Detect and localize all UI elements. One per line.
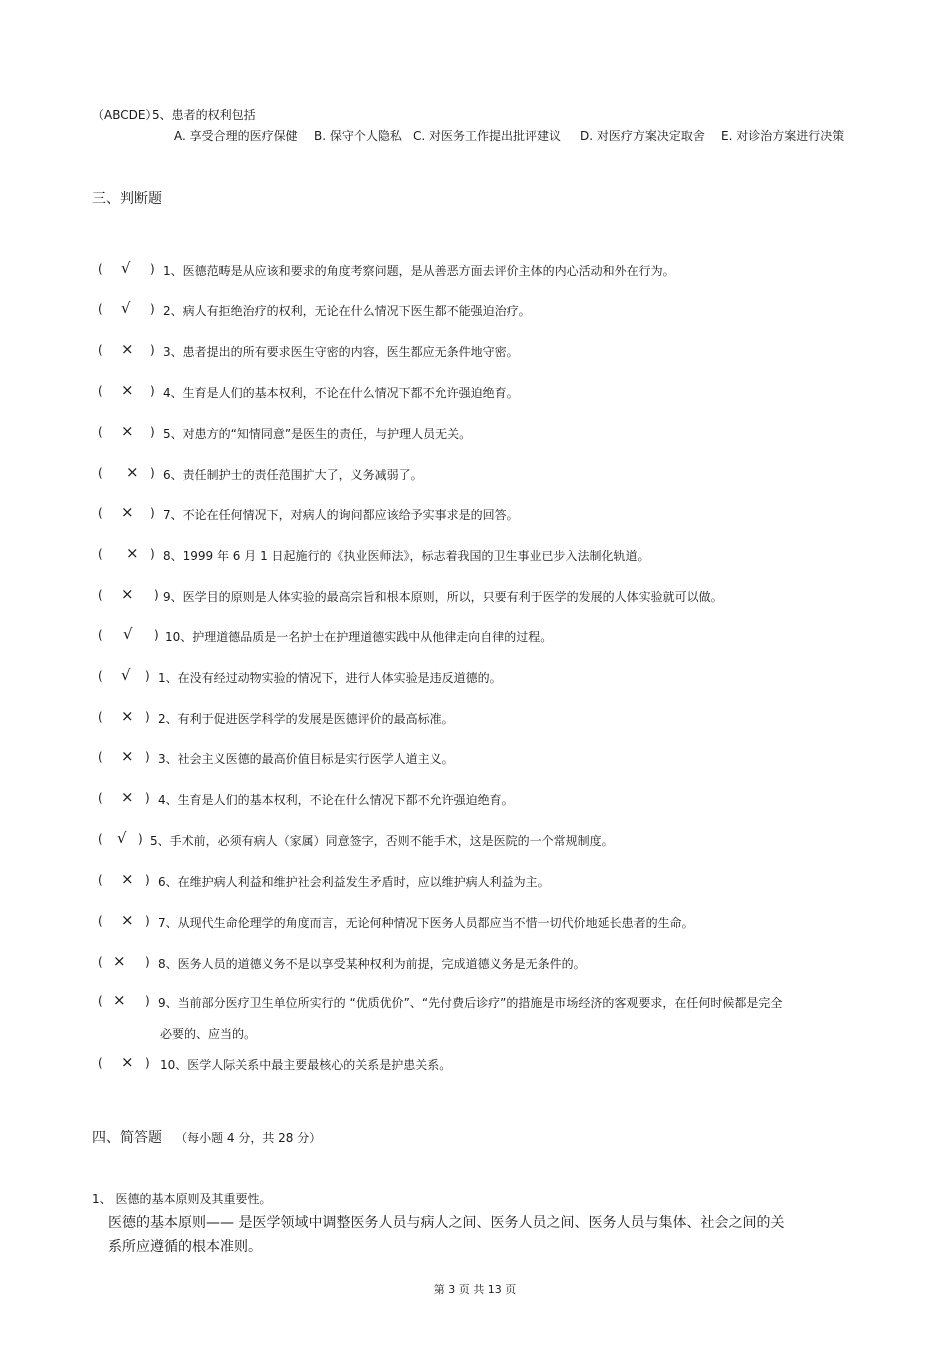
paren-open: ( (98, 669, 103, 683)
paren-close: ) (154, 628, 159, 642)
paren-close: ) (145, 873, 150, 887)
judgment-text: 10、护理道德品质是一名护士在护理道德实践中从他律走向自律的过程。 (165, 630, 553, 644)
mc5-question: 5、患者的权利包括 (152, 108, 256, 122)
cross-mark: × (113, 952, 126, 970)
judgment-text: 7、不论在任何情况下，对病人的询问都应该给予实事求是的回答。 (163, 508, 519, 522)
mc5-option-d: D. 对医疗方案决定取舍 (580, 129, 705, 143)
judgment-text: 8、医务人员的道德义务不是以享受某种权利为前提，完成道德义务是无条件的。 (158, 957, 586, 971)
paren-close: ) (145, 994, 150, 1008)
judgment-text: 7、从现代生命伦理学的角度而言，无论何种情况下医务人员都应当不惜一切代价地延长患者的生命。 (158, 916, 694, 930)
judgment-text: 3、患者提出的所有要求医生守密的内容，医生都应无条件地守密。 (163, 345, 519, 359)
judgment-text: 4、生育是人们的基本权利，不论在什么情况下都不允许强迫绝育。 (163, 386, 519, 400)
section3-title: 三、判断题 (92, 191, 162, 207)
paren-open: ( (98, 832, 103, 846)
judgment-text: 6、在维护病人利益和维护社会利益发生矛盾时，应以维护病人利益为主。 (158, 875, 550, 889)
judgment-text-continued: 必要的、应当的。 (160, 1027, 257, 1041)
paren-open: ( (98, 994, 103, 1008)
paren-close: ) (145, 710, 150, 724)
cross-mark: × (121, 747, 134, 765)
section4-heading (92, 1127, 321, 1147)
judgment-text: 2、有利于促进医学科学的发展是医德评价的最高标准。 (158, 712, 454, 726)
mc5-answer: （ABCDE） (92, 108, 158, 122)
judgment-text: 10、医学人际关系中最主要最核心的关系是护患关系。 (160, 1058, 452, 1072)
cross-mark: × (121, 585, 134, 603)
paren-close: ) (150, 506, 155, 520)
paren-close: ) (145, 955, 150, 969)
paren-open: ( (98, 955, 103, 969)
paren-close: ) (150, 547, 155, 561)
paren-open: ( (98, 873, 103, 887)
paren-close: ) (145, 750, 150, 764)
judgment-text: 6、责任制护士的责任范围扩大了，义务减弱了。 (163, 468, 423, 482)
paren-open: ( (98, 302, 103, 316)
paren-close: ) (145, 669, 150, 683)
cross-mark: × (126, 544, 139, 562)
check-mark: √ (121, 299, 131, 317)
paren-open: ( (98, 262, 103, 276)
cross-mark: × (121, 381, 134, 399)
check-mark: √ (117, 829, 127, 847)
cross-mark: × (121, 707, 134, 725)
paren-close: ) (150, 262, 155, 276)
paren-close: ) (150, 466, 155, 480)
paren-close: ) (150, 384, 155, 398)
paren-open: ( (98, 914, 103, 928)
paren-close: ) (145, 791, 150, 805)
mc5-option-c: C. 对医务工作提出批评建议 (413, 129, 562, 143)
cross-mark: × (121, 788, 134, 806)
paren-close: ) (138, 832, 143, 846)
mc5-option-a: A. 享受合理的医疗保健 (174, 129, 298, 143)
section4-title: 四、简答题 (92, 1130, 162, 1146)
judgment-text: 9、医学目的原则是人体实验的最高宗旨和根本原则，所以，只要有利于医学的发展的人体实验就可以做。 (163, 590, 723, 604)
paren-close: ) (150, 425, 155, 439)
check-mark: √ (123, 625, 133, 643)
paren-close: ) (145, 914, 150, 928)
cross-mark: × (121, 870, 134, 888)
cross-mark: × (126, 463, 139, 481)
judgment-text: 2、病人有拒绝治疗的权利，无论在什么情况下医生都不能强迫治疗。 (163, 304, 531, 318)
mc5-option-e: E. 对诊治方案进行决策 (721, 129, 845, 143)
mc5-option-b: B. 保守个人隐私 (314, 129, 402, 143)
paren-open: ( (98, 791, 103, 805)
cross-mark: × (121, 1053, 134, 1071)
check-mark: √ (121, 666, 131, 684)
paren-open: ( (98, 384, 103, 398)
paren-open: ( (98, 425, 103, 439)
q1-answer-line1: 医德的基本原则—— 是医学领域中调整医务人员与病人之间、医务人员之间、医务人员与集体、社会之间的关 (108, 1215, 785, 1231)
paren-close: ) (150, 343, 155, 357)
judgment-text: 3、社会主义医德的最高价值目标是实行医学人道主义。 (158, 752, 454, 766)
cross-mark: × (113, 991, 126, 1009)
judgment-text: 1、在没有经过动物实验的情况下，进行人体实验是违反道德的。 (158, 671, 502, 685)
cross-mark: × (121, 340, 134, 358)
paren-close: ) (145, 1056, 150, 1070)
cross-mark: × (121, 422, 134, 440)
judgment-text: 8、1999 年 6 月 1 日起施行的《执业医师法》，标志着我国的卫生事业已步入法制化轨道。 (163, 549, 650, 563)
q1-answer-line2: 系所应遵循的根本准则。 (108, 1239, 262, 1255)
paren-open: ( (98, 710, 103, 724)
paren-open: ( (98, 1056, 103, 1070)
cross-mark: × (121, 503, 134, 521)
paren-open: ( (98, 628, 103, 642)
judgment-text: 5、手术前，必须有病人（家属）同意签字，否则不能手术，这是医院的一个常规制度。 (150, 834, 614, 848)
paren-close: ) (150, 302, 155, 316)
paren-close: ) (154, 588, 159, 602)
section4-note: （每小题 4 分，共 28 分） (175, 1131, 322, 1145)
q1-title: 1、 医德的基本原则及其重要性。 (92, 1192, 272, 1206)
judgment-text: 4、生育是人们的基本权利，不论在什么情况下都不允许强迫绝育。 (158, 793, 514, 807)
check-mark: √ (121, 259, 131, 277)
paren-open: ( (98, 750, 103, 764)
paren-open: ( (98, 506, 103, 520)
paren-open: ( (98, 547, 103, 561)
paren-open: ( (98, 588, 103, 602)
page-footer: 第 3 页 共 13 页 (433, 1283, 517, 1296)
paren-open: ( (98, 343, 103, 357)
judgment-text: 9、当前部分医疗卫生单位所实行的 “优质优价”、“先付费后诊疗”的措施是市场经济的客观要求，在任何时候都是完全 (158, 996, 783, 1010)
judgment-text: 5、对患方的“知情同意”是医生的责任，与护理人员无关。 (163, 427, 472, 441)
paren-open: ( (98, 466, 103, 480)
judgment-text: 1、医德范畴是从应该和要求的角度考察问题，是从善恶方面去评价主体的内心活动和外在行为。 (163, 264, 675, 278)
cross-mark: × (121, 911, 134, 929)
